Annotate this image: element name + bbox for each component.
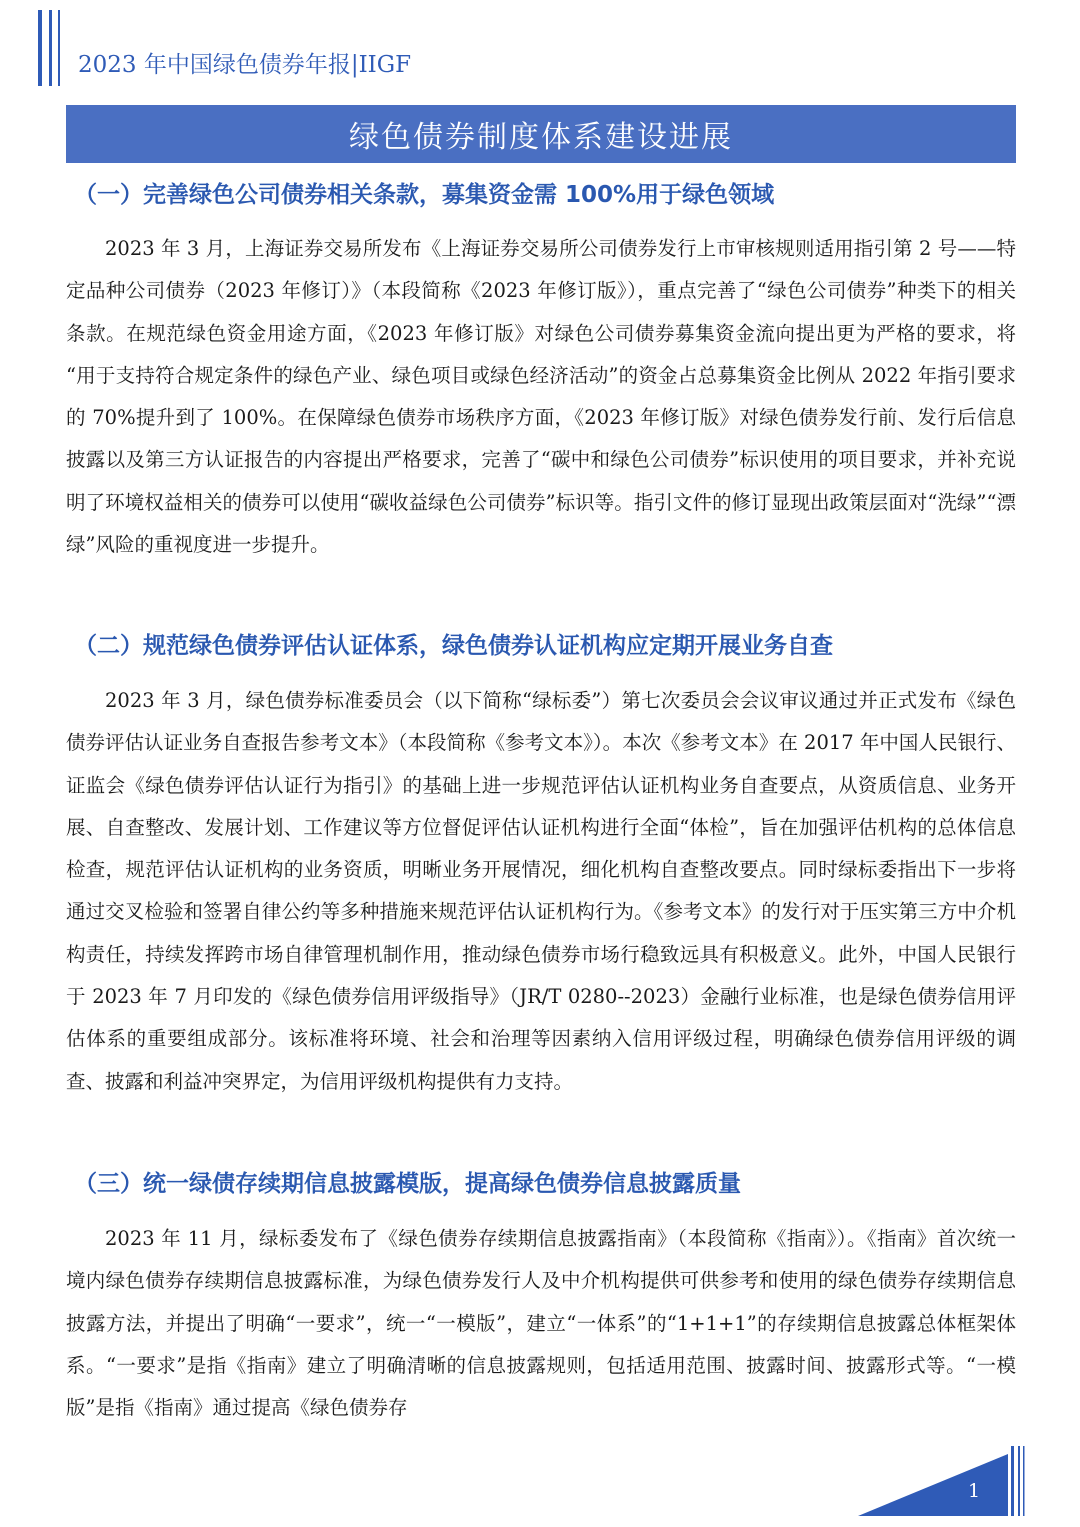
section-heading-3: （三）统一绿债存续期信息披露模版，提高绿色债券信息披露质量 — [74, 1171, 741, 1197]
page-number: 1 — [968, 1480, 981, 1502]
header-bar-thick — [38, 10, 42, 86]
section-paragraph-3: 2023 年 11 月，绿标委发布了《绿色债券存续期信息披露指南》（本段简称《指南》）。《指南》首次统一境内绿色债券存续期信息披露标准，为绿色债券发行人及中介机构提供可供参考和使用的绿色债券存续期信息披露方法，并提出了明确“一要求”，统一“一模版”，建立“一体系”的“1+1+1”的存续期信息披露总体框架体系。“一要求”是指《指南》建立了明确清晰的信息披露规则，包括适用范围、披露时间、披露形式等。“一模版”是指《指南》通过提高《绿色债券存 — [66, 1227, 1016, 1420]
footer-wedge-shape — [858, 1454, 1008, 1516]
section-heading-1: （一）完善绿色公司债券相关条款，募集资金需 100%用于绿色领域 — [74, 182, 775, 208]
section-paragraph-1: 2023 年 3 月，上海证券交易所发布《上海证券交易所公司债券发行上市审核规则适用指引第 2 号——特定品种公司债券（2023 年修订）》（本段简称《2023 年修订版》），重点完善了“绿色公司债券”种类下的相关条款。在规范绿色资金用途方面，《2023 年修订版》对绿色公司债券募集资金流向提出更为严格的要求，将 “用于支持符合规定条件的绿色产业、绿色项目或绿色经济活动”的资金占总募集资金比例从 2022 年指引要求的 70%提升到了 100%。在保障绿色债券市场秩序方面，《2023 年修订版》对绿色债券发行前、发行后信息披露以及第三方认证报告的内容提出严格要求，完善了“碳中和绿色公司债券”标识使用的项目要求，并补充说明了环境权益相关的债券可以使用“碳收益绿色公司债券”标识等。指引文件的修订显现出政策层面对“洗绿”“漂绿”风险的重视度进一步提升。 — [66, 237, 1016, 557]
header-bar-thin — [58, 10, 60, 86]
footer-wedge-decoration — [858, 1446, 1028, 1516]
section-banner — [66, 105, 1016, 163]
running-title: 2023 年中国绿色债券年报|IIGF — [78, 52, 412, 78]
footer-bar-2 — [1018, 1446, 1020, 1516]
footer-bar-1 — [1011, 1446, 1014, 1516]
banner-title: 绿色债券制度体系建设进展 — [349, 120, 733, 155]
header-bar-medium — [49, 10, 52, 86]
section-heading-2: （二）规范绿色债券评估认证体系，绿色债券认证机构应定期开展业务自查 — [74, 633, 833, 659]
footer-bar-3 — [1023, 1446, 1025, 1516]
section-paragraph-2: 2023 年 3 月，绿色债券标准委员会（以下简称“绿标委”）第七次委员会会议审议通过并正式发布《绿色债券评估认证业务自查报告参考文本》（本段简称《参考文本》）。本次《参考文本》在 2017 年中国人民银行、证监会《绿色债券评估认证行为指引》的基础上进一步规范评估认证机构业务自查要点，从资质信息、业务开展、自查整改、发展计划、工作建议等方位督促评估认证机构进行全面“体检”，旨在加强评估机构的总体信息检查，规范评估认证机构的业务资质，明晰业务开展情况，细化机构自查整改要点。同时绿标委指出下一步将通过交叉检验和签署自律公约等多种措施来规范评估认证机构行为。《参考文本》的发行对于压实第三方中介机构责任，持续发挥跨市场自律管理机制作用，推动绿色债券市场行稳致远具有积极意义。此外，中国人民银行于 2023 年 7 月印发的《绿色债券信用评级指导》（JR/T 0280--2023）金融行业标准，也是绿色债券信用评估体系的重要组成部分。该标准将环境、社会和治理等因素纳入信用评级过程，明确绿色债券信用评级的调查、披露和利益冲突界定，为信用评级机构提供有力支持。 — [66, 689, 1016, 1093]
header-decoration-bars — [38, 10, 78, 86]
